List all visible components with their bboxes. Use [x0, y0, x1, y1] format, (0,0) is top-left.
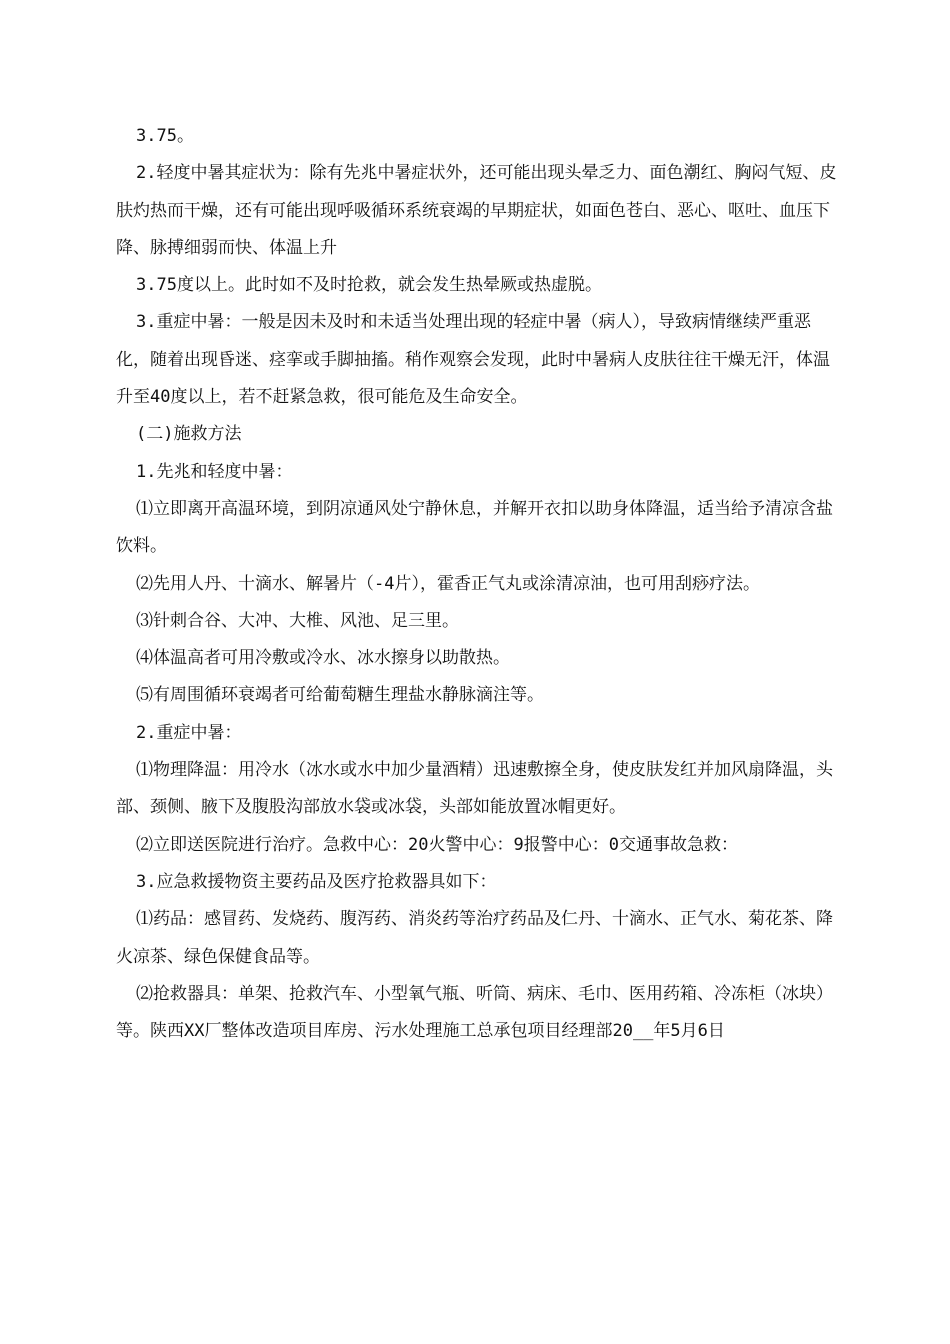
- list-item-medicine: ⑵先用人丹、十滴水、解暑片（-4片），霍香正气丸或涂清凉油，也可用刮痧疗法。: [136, 573, 760, 594]
- paragraph-mild-heatstroke: 2.轻度中暑其症状为：除有先兆中暑症状外，还可能出现头晕乏力、面色潮红、胸闷气短、皮肤灼热而干燥，还有可能出现呼吸循环系统衰竭的早期症状，如面色苍白、恶心、呕吐、血压下降、脉搏细弱而快、体温上升: [116, 163, 837, 258]
- list-item-equipment-and-signature: ⑵抢救器具：单架、抢救汽车、小型氧气瓶、听筒、病床、毛巾、医用药箱、冷冻柜（冰块）等。陕西XX厂整体改造项目库房、污水处理施工总承包项目经理部20__年5月6日: [116, 983, 833, 1042]
- list-item-iv-drip: ⑸有周围循环衰竭者可给葡萄糖生理盐水静脉滴注等。: [136, 685, 544, 706]
- list-item-acupuncture: ⑶针刺合谷、大冲、大椎、风池、足三里。: [136, 610, 459, 631]
- section-heading-rescue-methods: (二)施救方法: [136, 424, 242, 445]
- list-item-cooling: ⑷体温高者可用冷敷或冷水、冰水擦身以助散热。: [136, 648, 510, 669]
- list-item-hospital: ⑵立即送医院进行治疗。急救中心：20火警中心：9报警中心：0交通事故急救：: [136, 834, 738, 855]
- paragraph-mild-heatstroke-continued: 3.75度以上。此时如不及时抢救，就会发生热晕厥或热虚脱。: [136, 275, 602, 296]
- list-item-physical-cooling: ⑴物理降温：用冷水（冰水或水中加少量酒精）迅速敷擦全身，使皮肤发红并加风扇降温，头部、颈侧、腋下及腹股沟部放水袋或冰袋，头部如能放置冰帽更好。: [116, 760, 833, 818]
- subheading-emergency-supplies: 3.应急救援物资主要药品及医疗抢救器具如下：: [136, 871, 497, 892]
- list-item-drugs: ⑴药品：感冒药、发烧药、腹泻药、消炎药等治疗药品及仁丹、十滴水、正气水、菊花茶、降火凉茶、绿色保健食品等。: [116, 909, 833, 967]
- paragraph-temp-continued: 3.75。: [136, 126, 194, 146]
- list-item-leave-heat: ⑴立即离开高温环境，到阴凉通风处宁静休息，并解开衣扣以助身体降温，适当给予清凉含盐饮料。: [116, 498, 833, 557]
- subheading-severe-cases: 2.重症中暑：: [136, 722, 242, 743]
- subheading-mild-cases: 1.先兆和轻度中暑：: [136, 461, 293, 482]
- document-body: [116, 118, 842, 1050]
- paragraph-severe-heatstroke: 3.重症中暑：一般是因未及时和未适当处理出现的轻症中暑（病人），导致病情继续严重恶化，随着出现昏迷、痉挛或手脚抽搐。稍作观察会发现，此时中暑病人皮肤往往干燥无汗，体温升至40度以上，若不赶紧急救，很可能危及生命安全。: [116, 312, 830, 408]
